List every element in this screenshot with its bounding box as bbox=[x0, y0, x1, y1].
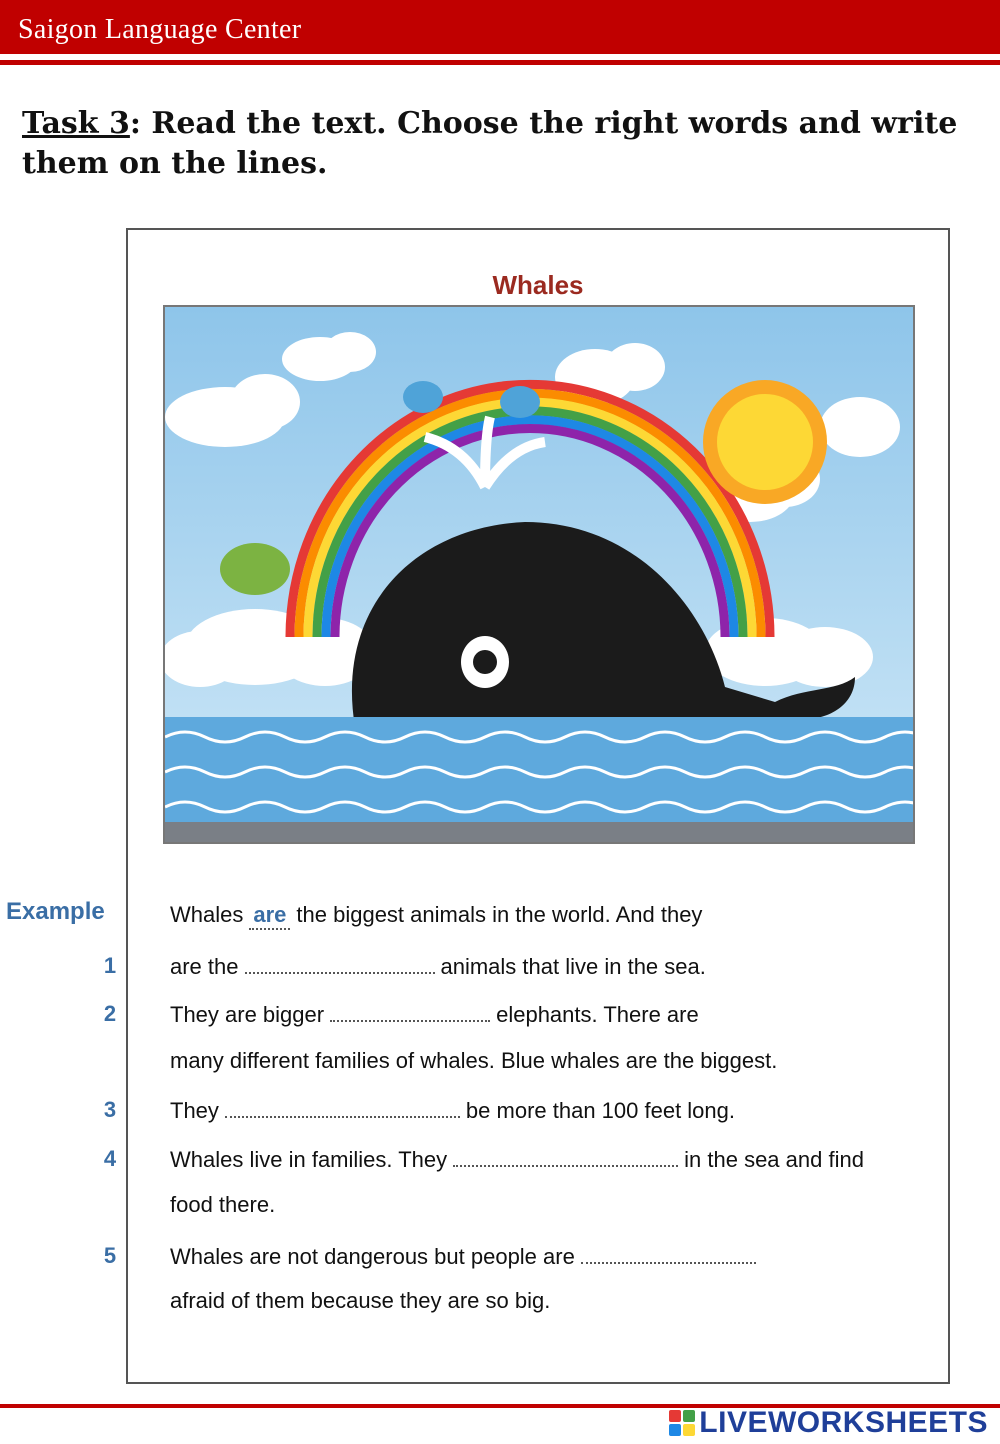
sun-shape bbox=[703, 380, 827, 504]
question-number-3: 3 bbox=[103, 1097, 117, 1122]
answer-blank-4[interactable] bbox=[453, 1145, 678, 1167]
question-number-5: 5 bbox=[103, 1243, 117, 1268]
example-answer: are bbox=[253, 902, 287, 927]
question-3-line bbox=[170, 1096, 735, 1124]
task-text: : Read the text. Choose the right words and write them on the lines. bbox=[22, 106, 958, 181]
answer-blank-1[interactable] bbox=[245, 952, 435, 974]
q4-text-after: in the sea and find bbox=[684, 1147, 864, 1172]
passage-title: Whales bbox=[492, 270, 584, 300]
header-divider bbox=[0, 60, 1000, 65]
food-line: food there. bbox=[170, 1192, 276, 1217]
families-line: many different families of whales. Blue whales are the biggest. bbox=[170, 1048, 778, 1073]
question-number-4: 4 bbox=[103, 1146, 117, 1171]
q4-text-before: Whales live in families. They bbox=[170, 1147, 448, 1172]
afraid-line: afraid of them because they are so big. bbox=[170, 1288, 551, 1313]
answer-blank-5[interactable] bbox=[581, 1242, 756, 1264]
question-number-1: 1 bbox=[103, 953, 117, 978]
sea-waves bbox=[165, 717, 915, 842]
answer-blank-3[interactable] bbox=[225, 1096, 460, 1118]
example-line bbox=[170, 902, 702, 930]
q2-text-after: elephants. There are bbox=[496, 1002, 699, 1027]
header-title: Saigon Language Center bbox=[18, 14, 302, 45]
q5-text-before: Whales are not dangerous but people are bbox=[170, 1244, 575, 1269]
task-label: Task 3 bbox=[22, 106, 130, 141]
q3-text-after: be more than 100 feet long. bbox=[465, 1098, 736, 1123]
question-number-2: 2 bbox=[103, 1001, 117, 1026]
example-label: Example bbox=[6, 898, 105, 925]
task-instruction bbox=[22, 104, 997, 184]
q1-text-before: are the bbox=[170, 954, 239, 979]
example-text-before: Whales bbox=[170, 902, 244, 927]
question-4-line bbox=[170, 1145, 864, 1173]
question-1-line bbox=[170, 952, 706, 980]
header-bar bbox=[0, 0, 1000, 54]
liveworksheets-logo bbox=[669, 1406, 988, 1440]
question-2-line bbox=[170, 1000, 699, 1028]
answer-blank-2[interactable] bbox=[330, 1000, 490, 1022]
q3-text-before: They bbox=[170, 1098, 219, 1123]
whale-illustration bbox=[163, 305, 915, 844]
example-text-after: the biggest animals in the world. And they bbox=[296, 902, 703, 927]
q2-text-before: They are bigger bbox=[170, 1002, 325, 1027]
liveworksheets-logo-icon bbox=[669, 1410, 695, 1436]
question-5-line bbox=[170, 1242, 762, 1270]
q1-text-after: animals that live in the sea. bbox=[440, 954, 706, 979]
liveworksheets-brand: LIVEWORKSHEETS bbox=[699, 1406, 988, 1439]
